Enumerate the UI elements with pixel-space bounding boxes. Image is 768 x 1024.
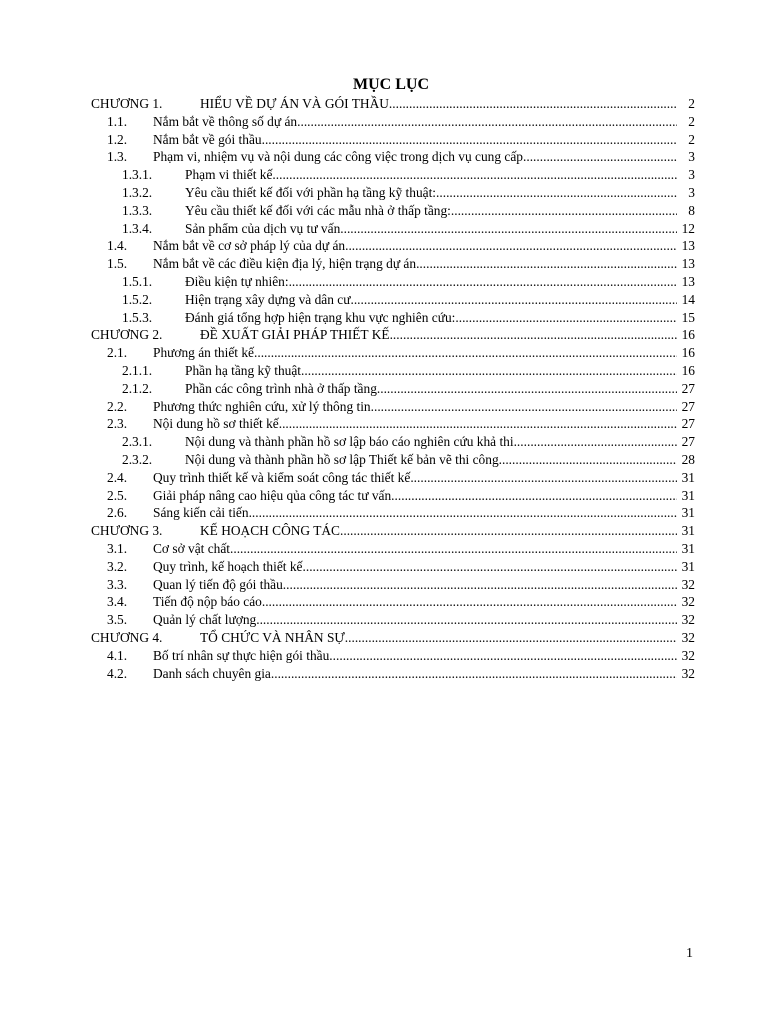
toc-entry-number: 1.3.	[107, 149, 128, 165]
toc-entry-number: 3.5.	[107, 612, 128, 628]
toc-entry-number: 1.3.1.	[122, 167, 153, 183]
toc-entry-title: Nội dung và thành phần hồ sơ lập Thiết kế bản vẽ thi công	[185, 451, 499, 467]
toc-entry-page: 32	[681, 647, 695, 663]
toc-entry[interactable]	[91, 273, 695, 291]
toc-entry[interactable]	[91, 415, 695, 433]
toc-entry-title: Quan lý tiến độ gói thầu	[153, 576, 283, 592]
toc-entry[interactable]	[91, 469, 695, 487]
toc-entry-number: 1.5.3.	[122, 309, 153, 325]
toc-entry-page: 31	[681, 487, 695, 503]
toc-entry-page: 31	[681, 523, 695, 539]
toc-entry-number: 4.1.	[107, 647, 128, 663]
toc-entry-page: 32	[681, 629, 695, 645]
toc-entry-page: 2	[688, 96, 695, 111]
toc-entry-number: 2.4.	[107, 469, 128, 485]
toc-entry[interactable]	[91, 184, 695, 202]
toc-entry-leader	[153, 647, 677, 665]
toc-entry-leader	[153, 148, 677, 166]
toc-entry-number: 2.3.2.	[122, 451, 153, 467]
toc-entry-number: CHƯƠNG 3.	[91, 523, 163, 539]
toc-entry-title: Phương thức nghiên cứu, xử lý thông tin	[153, 398, 371, 414]
toc-entry[interactable]	[91, 291, 695, 309]
toc-entry[interactable]	[91, 113, 695, 131]
toc-entry-leader	[185, 433, 677, 451]
toc-entry-title: Danh sách chuyên gia	[153, 665, 271, 681]
toc-entry-number: 2.3.	[107, 416, 128, 432]
toc-entry[interactable]	[91, 166, 695, 184]
toc-entry-page: 13	[681, 238, 695, 254]
toc-entry-leader	[185, 166, 677, 184]
toc-entry-number: 4.2.	[107, 665, 128, 681]
toc-entry-leader	[153, 131, 677, 149]
toc-entry[interactable]	[91, 344, 695, 362]
toc-entry-leader	[185, 202, 677, 220]
toc-entry-leader	[185, 291, 677, 309]
toc-entry-leader	[153, 611, 677, 629]
toc-entry[interactable]	[91, 148, 695, 166]
toc-entry-leader	[153, 576, 677, 594]
toc-entry-number: 3.4.	[107, 594, 128, 610]
toc-entry-page: 16	[681, 345, 695, 361]
toc-entry-leader	[185, 184, 677, 202]
toc-entry-number: 1.4.	[107, 238, 128, 254]
toc-entry-title: Nắm bắt về gói thầu	[153, 131, 262, 147]
toc-entry-page: 13	[681, 273, 695, 289]
toc-entry-leader	[153, 665, 677, 683]
toc-entry-title: TỔ CHỨC VÀ NHÂN SỰ	[200, 629, 345, 645]
toc-entry-title: Nội dung và thành phần hồ sơ lập báo cáo nghiên cứu khả thi	[185, 434, 514, 450]
toc-entry-page: 32	[681, 665, 695, 681]
toc-entry-title: Phạm vi thiết kế	[185, 167, 273, 183]
toc-entry-leader	[153, 255, 677, 273]
toc-entry-number: 2.6.	[107, 505, 128, 521]
toc-entry[interactable]	[91, 95, 695, 113]
toc-entry-title: Quy trình, kế hoạch thiết kế	[153, 558, 303, 574]
toc-entry-page: 8	[688, 202, 695, 218]
toc-entry[interactable]	[91, 220, 695, 238]
toc-entry[interactable]	[91, 131, 695, 149]
toc-entry-page: 3	[688, 149, 695, 165]
toc-entry-page: 2	[688, 131, 695, 147]
toc-entry-page: 31	[681, 558, 695, 574]
toc-entry-title: Phạm vi, nhiệm vụ và nội dung các công việc trong dịch vụ cung cấp	[153, 149, 524, 165]
toc-entry-title: Quản lý chất lượng	[153, 612, 257, 628]
toc-entry-page: 27	[681, 434, 695, 450]
toc-entry-page: 14	[681, 291, 695, 307]
toc-entry-number: 2.3.1.	[122, 434, 153, 450]
toc-entry-number: 1.5.2.	[122, 291, 153, 307]
toc-entry-page: 2	[688, 113, 695, 129]
toc-entry-number: 2.5.	[107, 487, 128, 503]
toc-entry-page: 31	[681, 540, 695, 556]
toc-entry-title: Quy trình thiết kế và kiểm soát công tác thiết kế	[153, 469, 411, 485]
toc-entry-leader	[200, 95, 677, 113]
toc-entry-leader	[185, 451, 677, 469]
toc-entry-number: 1.3.2.	[122, 184, 153, 200]
toc-entry-leader	[153, 113, 677, 131]
toc-entry-leader	[153, 344, 677, 362]
toc-entry[interactable]	[91, 558, 695, 576]
toc-entry-number: 2.1.2.	[122, 380, 153, 396]
toc-entry-leader	[153, 487, 677, 505]
toc-entry-title: Nắm bắt về các điều kiện địa lý, hiện trạng dự án	[153, 256, 417, 272]
toc-entry-title: Tiến độ nộp báo cáo	[153, 594, 262, 610]
table-of-contents	[91, 95, 695, 682]
toc-entry-page: 12	[681, 220, 695, 236]
toc-entry-title: Sản phẩm của dịch vụ tư vấn	[185, 220, 341, 236]
toc-entry-number: CHƯƠNG 1.	[91, 96, 163, 111]
toc-entry-leader	[185, 309, 677, 327]
toc-entry-page: 27	[681, 380, 695, 396]
toc-entry[interactable]	[91, 362, 695, 380]
toc-entry[interactable]	[91, 380, 695, 398]
toc-entry-page: 16	[681, 327, 695, 343]
toc-entry-title: Nắm bắt về thông số dự án	[153, 113, 298, 129]
toc-entry-number: 2.1.	[107, 345, 128, 361]
toc-entry[interactable]	[91, 593, 695, 611]
toc-entry-title: Giải pháp nâng cao hiệu qủa công tác tư vấn	[153, 487, 392, 503]
toc-entry-title: Phần hạ tầng kỹ thuật	[185, 362, 302, 378]
toc-entry-number: 1.3.3.	[122, 202, 153, 218]
toc-entry-leader	[200, 326, 677, 344]
toc-entry[interactable]	[91, 326, 695, 344]
toc-entry-page: 31	[681, 505, 695, 521]
toc-entry-page: 32	[681, 594, 695, 610]
toc-entry-leader	[153, 540, 677, 558]
toc-entry-leader	[185, 380, 677, 398]
toc-entry-title: Hiện trạng xây dựng và dân cư	[185, 291, 351, 307]
toc-entry[interactable]	[91, 647, 695, 665]
toc-entry-title: Yêu cầu thiết kế đối với các mẫu nhà ở thấp tầng:	[185, 202, 451, 218]
toc-entry-leader	[200, 522, 677, 540]
toc-entry-page: 32	[681, 612, 695, 628]
toc-entry[interactable]	[91, 522, 695, 540]
toc-entry-number: 1.2.	[107, 131, 128, 147]
toc-entry-number: 1.1.	[107, 113, 128, 129]
toc-entry-title: Nội dung hồ sơ thiết kế	[153, 416, 279, 432]
toc-entry-title: Phần các công trình nhà ở thấp tầng	[185, 380, 377, 396]
toc-entry-page: 32	[681, 576, 695, 592]
toc-entry-title: HIỂU VỀ DỰ ÁN VÀ GÓI THẦU	[200, 96, 389, 111]
toc-entry-number: 1.5.1.	[122, 273, 153, 289]
toc-entry-leader	[153, 593, 677, 611]
toc-entry-number: 1.3.4.	[122, 220, 153, 236]
toc-entry-page: 15	[681, 309, 695, 325]
toc-entry-title: Điều kiện tự nhiên:	[185, 273, 289, 289]
toc-entry[interactable]	[91, 433, 695, 451]
toc-entry-page: 31	[681, 469, 695, 485]
toc-entry-title: Phương án thiết kế	[153, 345, 254, 361]
toc-entry[interactable]	[91, 237, 695, 255]
toc-entry-title: Đánh giá tổng hợp hiện trạng khu vực nghiên cứu:	[185, 309, 456, 325]
toc-entry-number: 2.1.1.	[122, 362, 153, 378]
toc-entry-page: 3	[688, 167, 695, 183]
toc-entry-number: CHƯƠNG 2.	[91, 327, 163, 343]
toc-entry-leader	[153, 469, 677, 487]
toc-entry-number: CHƯƠNG 4.	[91, 629, 163, 645]
toc-entry-leader	[153, 558, 677, 576]
toc-entry[interactable]	[91, 398, 695, 416]
toc-entry[interactable]	[91, 665, 695, 683]
toc-entry-number: 2.2.	[107, 398, 128, 414]
toc-entry-page: 16	[681, 362, 695, 378]
toc-entry-leader	[153, 504, 677, 522]
toc-entry[interactable]	[91, 309, 695, 327]
toc-entry-title: Cơ sở vật chất	[153, 540, 231, 556]
toc-entry-title: Sáng kiến cải tiến	[153, 505, 249, 521]
page-number: 1	[686, 946, 693, 961]
toc-entry[interactable]	[91, 451, 695, 469]
toc-entry-page: 13	[681, 256, 695, 272]
toc-entry-leader	[185, 273, 677, 291]
toc-entry[interactable]	[91, 576, 695, 594]
toc-entry[interactable]	[91, 629, 695, 647]
toc-entry-leader	[185, 220, 677, 238]
toc-entry-leader	[153, 398, 677, 416]
toc-entry[interactable]	[91, 540, 695, 558]
toc-entry[interactable]	[91, 611, 695, 629]
toc-entry-number: 1.5.	[107, 256, 128, 272]
toc-entry-leader	[200, 629, 677, 647]
toc-entry[interactable]	[91, 504, 695, 522]
toc-title: MỤC LỤC	[353, 76, 429, 93]
toc-entry-leader	[153, 415, 677, 433]
toc-entry-leader	[185, 362, 677, 380]
toc-entry-number: 3.2.	[107, 558, 128, 574]
toc-entry-page: 28	[681, 451, 695, 467]
toc-entry-title: Yêu cầu thiết kế đối với phần hạ tầng kỹ thuật:	[185, 184, 437, 200]
toc-entry[interactable]	[91, 255, 695, 273]
toc-entry-page: 3	[688, 184, 695, 200]
toc-entry-leader	[153, 237, 677, 255]
toc-entry-title: ĐỀ XUẤT GIẢI PHÁP THIẾT KẾ	[200, 327, 390, 343]
toc-entry-number: 3.3.	[107, 576, 128, 592]
toc-entry[interactable]	[91, 202, 695, 220]
toc-entry-number: 3.1.	[107, 540, 128, 556]
toc-entry-page: 27	[681, 398, 695, 414]
toc-entry-page: 27	[681, 416, 695, 432]
toc-entry-title: Nắm bắt về cơ sở pháp lý của dự án	[153, 238, 346, 254]
toc-entry-title: Bố trí nhân sự thực hiện gói thầu	[153, 647, 330, 663]
toc-entry-title: KẾ HOẠCH CÔNG TÁC	[200, 523, 340, 539]
toc-entry[interactable]	[91, 487, 695, 505]
